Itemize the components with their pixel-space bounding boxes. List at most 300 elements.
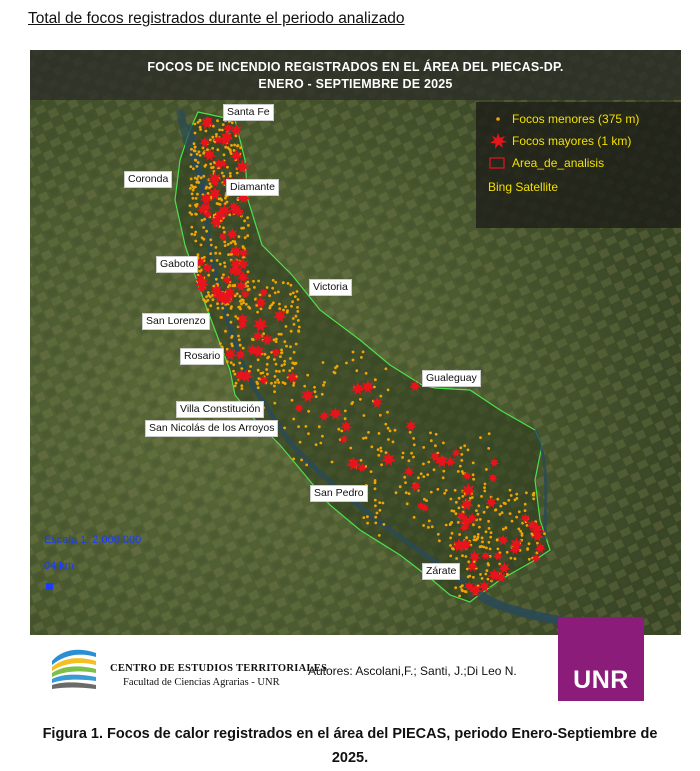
minor-focus-point xyxy=(205,295,208,298)
minor-focus-point xyxy=(282,281,285,284)
minor-focus-point xyxy=(511,520,514,523)
minor-focus-point xyxy=(295,315,298,318)
minor-focus-point xyxy=(283,340,286,343)
minor-focus-point xyxy=(217,307,220,310)
minor-focus-point xyxy=(406,502,409,505)
minor-focus-point xyxy=(384,423,387,426)
minor-focus-point xyxy=(201,219,204,222)
minor-focus-point xyxy=(477,513,480,516)
minor-focus-point xyxy=(484,483,487,486)
scale-bar xyxy=(46,583,53,590)
minor-focus-point xyxy=(532,494,535,497)
minor-focus-point xyxy=(379,414,382,417)
minor-focus-point xyxy=(454,586,457,589)
minor-focus-point xyxy=(291,399,294,402)
minor-focus-point xyxy=(452,548,455,551)
minor-focus-point xyxy=(323,381,326,384)
minor-focus-point xyxy=(240,384,243,387)
minor-focus-point xyxy=(319,442,322,445)
minor-focus-point xyxy=(203,256,206,259)
legend-item-major xyxy=(486,132,631,150)
minor-focus-point xyxy=(196,165,199,168)
minor-focus-point xyxy=(477,536,480,539)
minor-focus-point xyxy=(385,367,388,370)
minor-focus-point xyxy=(266,286,269,289)
minor-focus-point xyxy=(365,436,368,439)
minor-focus-point xyxy=(232,240,235,243)
minor-focus-point xyxy=(489,536,492,539)
minor-focus-point xyxy=(366,522,369,525)
minor-focus-point xyxy=(434,444,437,447)
minor-focus-point xyxy=(515,493,518,496)
minor-focus-point xyxy=(247,270,250,273)
minor-focus-point xyxy=(246,216,249,219)
map-legend xyxy=(476,102,681,228)
minor-focus-point xyxy=(221,172,224,175)
minor-focus-point xyxy=(487,578,490,581)
minor-focus-point xyxy=(294,295,297,298)
minor-focus-point xyxy=(477,533,480,536)
minor-focus-point xyxy=(363,414,366,417)
minor-focus-point xyxy=(272,279,275,282)
minor-focus-point xyxy=(478,526,481,529)
minor-focus-point xyxy=(247,224,250,227)
minor-focus-point xyxy=(516,497,519,500)
minor-focus-point xyxy=(194,186,197,189)
minor-focus-point xyxy=(473,538,476,541)
minor-focus-point xyxy=(224,330,227,333)
legend-item-minor xyxy=(486,110,639,128)
minor-focus-point xyxy=(401,456,404,459)
legend-item-basemap xyxy=(488,178,558,196)
minor-focus-point xyxy=(222,226,225,229)
minor-focus-point xyxy=(394,429,397,432)
minor-focus-point xyxy=(355,369,358,372)
city-label: Villa Constitución xyxy=(176,401,264,418)
minor-focus-point xyxy=(244,236,247,239)
minor-focus-point xyxy=(305,425,308,428)
minor-focus-point xyxy=(315,443,318,446)
scale-label: Escala 1: 2.000.000 xyxy=(44,534,142,546)
minor-focus-point xyxy=(484,573,487,576)
minor-focus-point xyxy=(284,382,287,385)
minor-focus-point xyxy=(488,432,491,435)
minor-focus-point xyxy=(233,149,236,152)
map-title-band xyxy=(30,50,681,100)
minor-focus-point xyxy=(212,298,215,301)
minor-focus-point xyxy=(209,252,212,255)
minor-focus-icon xyxy=(486,110,512,128)
minor-focus-point xyxy=(194,159,197,162)
minor-focus-point xyxy=(257,369,260,372)
minor-focus-point xyxy=(506,573,509,576)
city-label: Victoria xyxy=(309,279,352,296)
minor-focus-point xyxy=(459,465,462,468)
minor-focus-point xyxy=(194,146,197,149)
minor-focus-point xyxy=(315,395,318,398)
minor-focus-point xyxy=(252,280,255,283)
minor-focus-point xyxy=(505,526,508,529)
minor-focus-point xyxy=(528,542,531,545)
minor-focus-point xyxy=(297,330,300,333)
minor-focus-point xyxy=(199,126,202,129)
minor-focus-point xyxy=(378,501,381,504)
minor-focus-point xyxy=(238,338,241,341)
minor-focus-point xyxy=(370,445,373,448)
minor-focus-point xyxy=(467,449,470,452)
minor-focus-point xyxy=(367,431,370,434)
minor-focus-point xyxy=(194,213,197,216)
minor-focus-point xyxy=(214,252,217,255)
minor-focus-point xyxy=(307,432,310,435)
minor-focus-point xyxy=(422,463,425,466)
minor-focus-point xyxy=(377,448,380,451)
minor-focus-point xyxy=(227,253,230,256)
minor-focus-point xyxy=(514,557,517,560)
minor-focus-point xyxy=(485,468,488,471)
minor-focus-point xyxy=(321,435,324,438)
minor-focus-point xyxy=(524,503,527,506)
minor-focus-point xyxy=(451,532,454,535)
minor-focus-point xyxy=(260,308,263,311)
minor-focus-point xyxy=(461,588,464,591)
minor-focus-point xyxy=(207,274,210,277)
minor-focus-point xyxy=(455,501,458,504)
minor-focus-point xyxy=(300,459,303,462)
minor-focus-point xyxy=(449,544,452,547)
minor-focus-point xyxy=(194,132,197,135)
minor-focus-point xyxy=(485,530,488,533)
minor-focus-point xyxy=(219,263,222,266)
minor-focus-point xyxy=(207,299,210,302)
minor-focus-point xyxy=(450,521,453,524)
minor-focus-point xyxy=(266,373,269,376)
minor-focus-point xyxy=(248,307,251,310)
minor-focus-point xyxy=(321,393,324,396)
minor-focus-point xyxy=(408,492,411,495)
minor-focus-point xyxy=(379,509,382,512)
minor-focus-point xyxy=(499,513,502,516)
minor-focus-point xyxy=(501,511,504,514)
minor-focus-point xyxy=(219,342,222,345)
minor-focus-point xyxy=(510,557,513,560)
minor-focus-point xyxy=(459,446,462,449)
minor-focus-point xyxy=(429,432,432,435)
minor-focus-point xyxy=(274,375,277,378)
minor-focus-point xyxy=(297,298,300,301)
minor-focus-point xyxy=(192,167,195,170)
minor-focus-point xyxy=(221,307,224,310)
minor-focus-point xyxy=(233,284,236,287)
city-label: Coronda xyxy=(124,171,172,188)
minor-focus-point xyxy=(230,253,233,256)
minor-focus-point xyxy=(433,468,436,471)
minor-focus-point xyxy=(472,462,475,465)
minor-focus-point xyxy=(239,295,242,298)
minor-focus-point xyxy=(454,489,457,492)
minor-focus-point xyxy=(215,278,218,281)
authors-text: Autores: Ascolani,F.; Santi, J.;Di Leo N. xyxy=(308,664,517,678)
minor-focus-point xyxy=(477,504,480,507)
minor-focus-point xyxy=(472,523,475,526)
minor-focus-point xyxy=(246,281,249,284)
minor-focus-point xyxy=(275,363,278,366)
minor-focus-point xyxy=(197,121,200,124)
minor-focus-point xyxy=(271,287,274,290)
minor-focus-point xyxy=(405,491,408,494)
minor-focus-point xyxy=(195,197,198,200)
minor-focus-point xyxy=(190,233,193,236)
minor-focus-point xyxy=(374,522,377,525)
minor-focus-point xyxy=(507,499,510,502)
minor-focus-point xyxy=(376,512,379,515)
minor-focus-point xyxy=(209,139,212,142)
minor-focus-point xyxy=(257,377,260,380)
minor-focus-point xyxy=(485,547,488,550)
minor-focus-point xyxy=(255,381,258,384)
minor-focus-point xyxy=(503,502,506,505)
minor-focus-point xyxy=(487,520,490,523)
minor-focus-point xyxy=(290,305,293,308)
minor-focus-point xyxy=(524,509,527,512)
minor-focus-point xyxy=(194,231,197,234)
minor-focus-point xyxy=(291,300,294,303)
minor-focus-point xyxy=(224,265,227,268)
legend-label-major: Focos mayores (1 km) xyxy=(512,134,632,148)
minor-focus-point xyxy=(362,516,365,519)
minor-focus-point xyxy=(457,470,460,473)
minor-focus-point xyxy=(194,123,197,126)
minor-focus-point xyxy=(290,330,293,333)
minor-focus-point xyxy=(437,533,440,536)
minor-focus-point xyxy=(365,372,368,375)
minor-focus-point xyxy=(235,382,238,385)
minor-focus-point xyxy=(459,586,462,589)
minor-focus-point xyxy=(472,576,475,579)
minor-focus-point xyxy=(374,378,377,381)
minor-focus-point xyxy=(515,516,518,519)
minor-focus-point xyxy=(502,528,505,531)
minor-focus-point xyxy=(192,189,195,192)
city-label: Gualeguay xyxy=(422,370,481,387)
city-label: Rosario xyxy=(180,348,224,365)
minor-focus-point xyxy=(362,351,365,354)
minor-focus-point xyxy=(322,361,325,364)
minor-focus-point xyxy=(525,491,528,494)
minor-focus-point xyxy=(246,285,249,288)
minor-focus-point xyxy=(276,379,279,382)
minor-focus-point xyxy=(201,236,204,239)
minor-focus-point xyxy=(273,402,276,405)
minor-focus-point xyxy=(202,298,205,301)
minor-focus-point xyxy=(217,202,220,205)
minor-focus-point xyxy=(210,166,213,169)
minor-focus-point xyxy=(284,305,287,308)
legend-label-minor: Focos menores (375 m) xyxy=(512,112,640,126)
minor-focus-point xyxy=(409,431,412,434)
minor-focus-point xyxy=(242,301,245,304)
minor-focus-point xyxy=(450,498,453,501)
minor-focus-point xyxy=(417,476,420,479)
minor-focus-point xyxy=(190,148,193,151)
minor-focus-point xyxy=(237,144,240,147)
minor-focus-point xyxy=(277,291,280,294)
minor-focus-point xyxy=(207,192,210,195)
minor-focus-point xyxy=(297,425,300,428)
minor-focus-point xyxy=(422,446,425,449)
minor-focus-point xyxy=(449,555,452,558)
minor-focus-point xyxy=(489,548,492,551)
minor-focus-point xyxy=(426,473,429,476)
minor-focus-point xyxy=(479,545,482,548)
minor-focus-point xyxy=(196,180,199,183)
minor-focus-point xyxy=(209,238,212,241)
minor-focus-point xyxy=(360,356,363,359)
minor-focus-point xyxy=(345,362,348,365)
minor-focus-point xyxy=(486,506,489,509)
minor-focus-point xyxy=(245,303,248,306)
minor-focus-point xyxy=(387,438,390,441)
minor-focus-point xyxy=(192,197,195,200)
minor-focus-point xyxy=(257,386,260,389)
minor-focus-point xyxy=(271,303,274,306)
legend-label-area: Area_de_analisis xyxy=(512,156,605,170)
minor-focus-point xyxy=(292,317,295,320)
minor-focus-point xyxy=(490,531,493,534)
minor-focus-point xyxy=(262,332,265,335)
minor-focus-point xyxy=(412,437,415,440)
minor-focus-point xyxy=(479,518,482,521)
minor-focus-point xyxy=(220,316,223,319)
minor-focus-point xyxy=(194,240,197,243)
minor-focus-point xyxy=(248,288,251,291)
minor-focus-point xyxy=(234,315,237,318)
minor-focus-point xyxy=(266,363,269,366)
minor-focus-point xyxy=(296,290,299,293)
minor-focus-point xyxy=(482,546,485,549)
minor-focus-point xyxy=(231,121,234,124)
minor-focus-point xyxy=(428,520,431,523)
minor-focus-point xyxy=(275,370,278,373)
minor-focus-point xyxy=(521,532,524,535)
minor-focus-point xyxy=(410,452,413,455)
minor-focus-point xyxy=(488,541,491,544)
legend-label-basemap: Bing Satellite xyxy=(488,180,559,194)
minor-focus-point xyxy=(199,128,202,131)
minor-focus-point xyxy=(480,495,483,498)
minor-focus-point xyxy=(212,125,215,128)
minor-focus-point xyxy=(435,433,438,436)
minor-focus-point xyxy=(246,234,249,237)
minor-focus-point xyxy=(458,533,461,536)
minor-focus-point xyxy=(293,351,296,354)
minor-focus-point xyxy=(227,243,230,246)
minor-focus-point xyxy=(194,204,197,207)
minor-focus-point xyxy=(279,355,282,358)
minor-focus-point xyxy=(378,534,381,537)
minor-focus-point xyxy=(209,163,212,166)
minor-focus-point xyxy=(427,461,430,464)
minor-focus-point xyxy=(240,227,243,230)
minor-focus-point xyxy=(292,418,295,421)
minor-focus-point xyxy=(374,499,377,502)
minor-focus-point xyxy=(243,220,246,223)
minor-focus-point xyxy=(216,148,219,151)
minor-focus-point xyxy=(445,489,448,492)
minor-focus-point xyxy=(506,551,509,554)
minor-focus-point xyxy=(481,537,484,540)
minor-focus-point xyxy=(461,554,464,557)
minor-focus-point xyxy=(461,495,464,498)
minor-focus-point xyxy=(359,398,362,401)
figure-caption: Figura 1. Focos de calor registrados en el área del PIECAS, periodo Enero-Septiembre de 2025. xyxy=(42,726,658,766)
minor-focus-point xyxy=(497,548,500,551)
minor-focus-point xyxy=(209,304,212,307)
minor-focus-point xyxy=(427,526,430,529)
minor-focus-point xyxy=(389,430,392,433)
minor-focus-point xyxy=(291,367,294,370)
minor-focus-point xyxy=(226,201,229,204)
minor-focus-point xyxy=(380,450,383,453)
map-title-line1: FOCOS DE INCENDIO REGISTRADOS EN EL ÁREA DEL PIECAS-DP. xyxy=(147,60,564,74)
minor-focus-point xyxy=(260,372,263,375)
minor-focus-point xyxy=(392,441,395,444)
minor-focus-point xyxy=(360,459,363,462)
minor-focus-point xyxy=(337,428,340,431)
minor-focus-point xyxy=(306,374,309,377)
minor-focus-point xyxy=(443,492,446,495)
minor-focus-point xyxy=(289,357,292,360)
minor-focus-point xyxy=(314,390,317,393)
minor-focus-point xyxy=(292,458,295,461)
minor-focus-point xyxy=(189,165,192,168)
minor-focus-point xyxy=(202,175,205,178)
minor-focus-point xyxy=(352,351,355,354)
area-outline-icon xyxy=(486,154,512,172)
minor-focus-point xyxy=(450,509,453,512)
minor-focus-point xyxy=(190,213,193,216)
minor-focus-point xyxy=(292,362,295,365)
map-title-line2: ENERO - SEPTIEMBRE DE 2025 xyxy=(258,77,453,91)
minor-focus-point xyxy=(249,365,252,368)
minor-focus-point xyxy=(387,389,390,392)
minor-focus-point xyxy=(273,358,276,361)
minor-focus-point xyxy=(380,463,383,466)
minor-focus-point xyxy=(219,252,222,255)
minor-focus-point xyxy=(463,444,466,447)
minor-focus-point xyxy=(509,512,512,515)
minor-focus-point xyxy=(532,498,535,501)
minor-focus-point xyxy=(226,360,229,363)
minor-focus-point xyxy=(191,193,194,196)
minor-focus-point xyxy=(379,447,382,450)
minor-focus-point xyxy=(385,451,388,454)
city-label: Gaboto xyxy=(156,256,198,273)
minor-focus-point xyxy=(230,336,233,339)
minor-focus-point xyxy=(438,539,441,542)
cet-logo-icon xyxy=(50,643,100,693)
minor-focus-point xyxy=(281,364,284,367)
minor-focus-point xyxy=(351,401,354,404)
minor-focus-point xyxy=(285,345,288,348)
org-subtitle: Facultad de Ciencias Agrarias - UNR xyxy=(123,677,280,688)
minor-focus-point xyxy=(340,430,343,433)
minor-focus-point xyxy=(298,326,301,329)
minor-focus-point xyxy=(210,259,213,262)
city-label: Diamante xyxy=(226,179,279,196)
minor-focus-point xyxy=(230,144,233,147)
minor-focus-point xyxy=(374,487,377,490)
